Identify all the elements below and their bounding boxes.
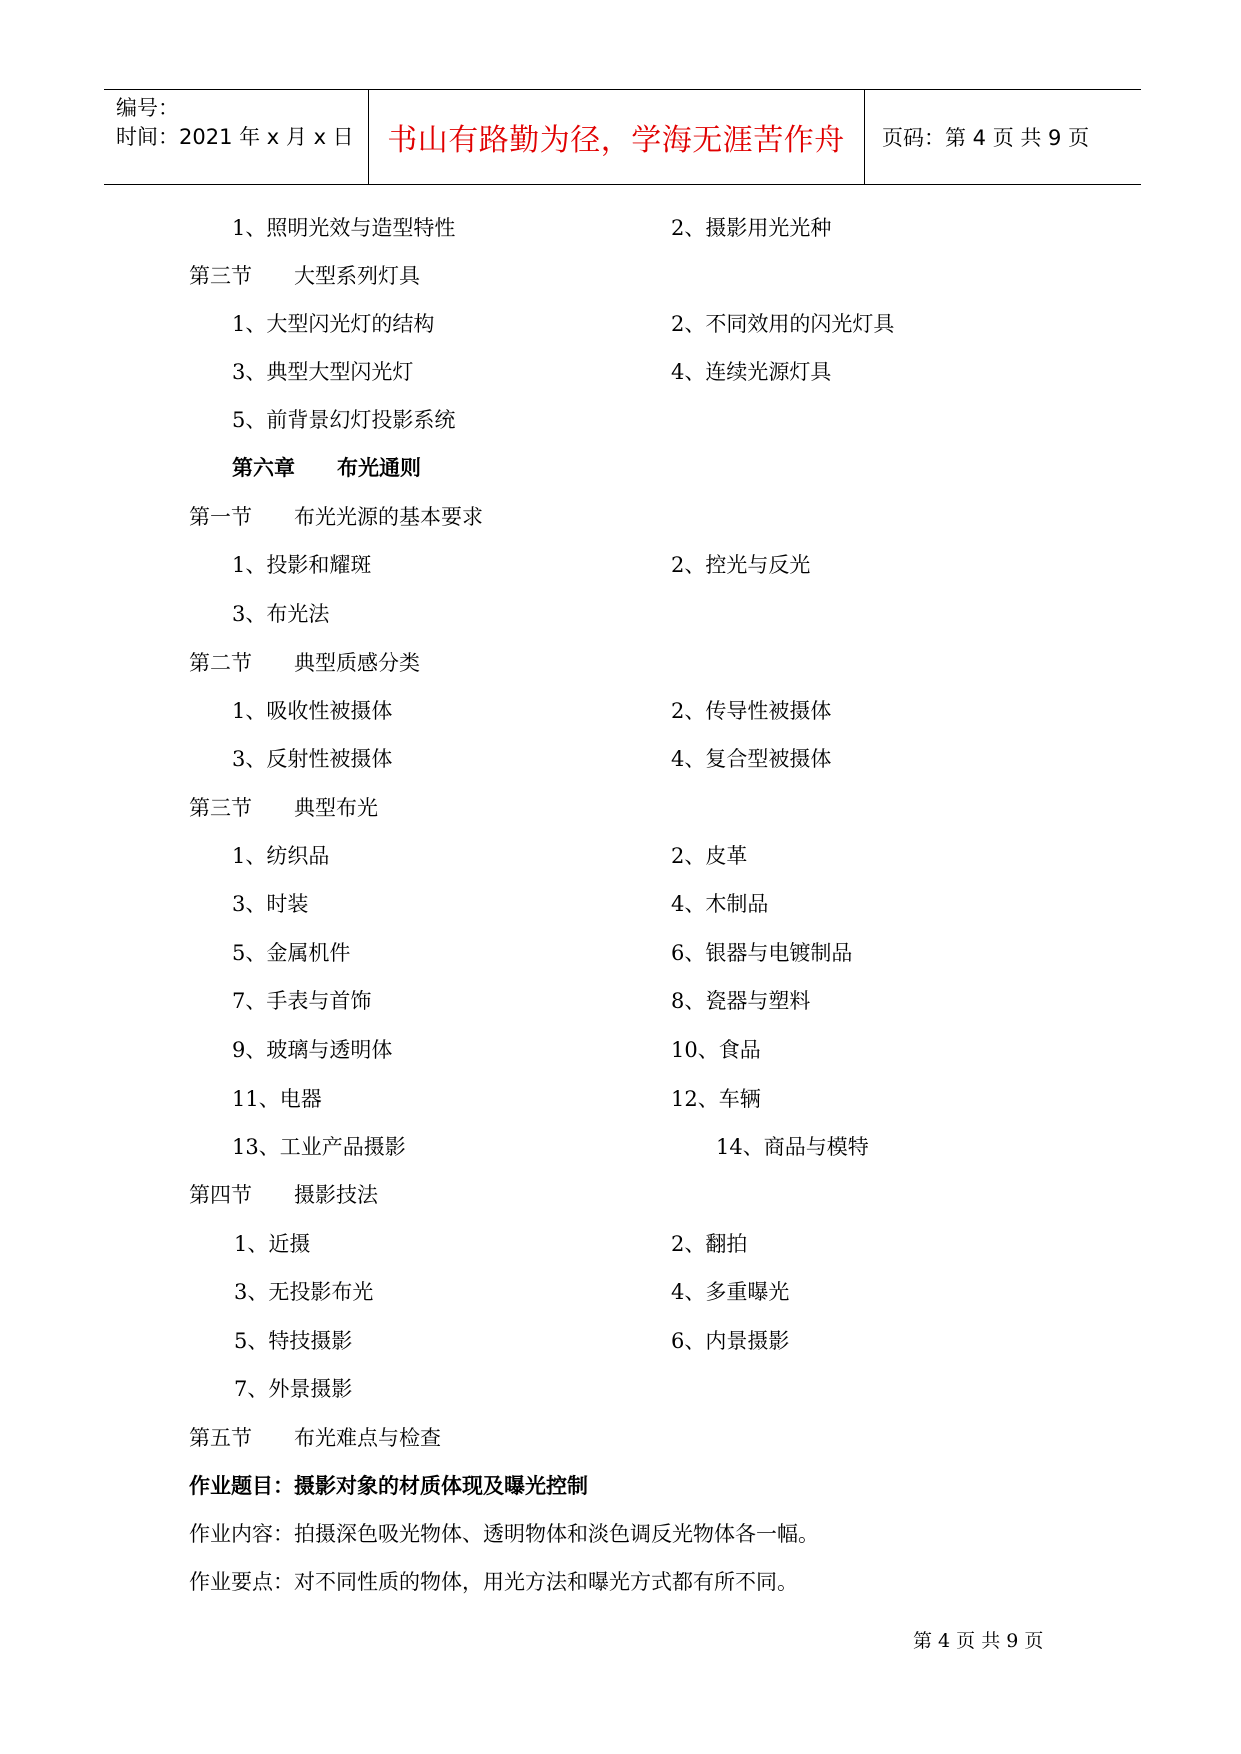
outline-item: 4、复合型被摄体: [671, 747, 832, 771]
outline-item: 4、木制品: [671, 892, 769, 916]
assignment-title: 作业题目：摄影对象的材质体现及曝光控制: [189, 1474, 588, 1498]
outline-item: 8、瓷器与塑料: [671, 989, 811, 1013]
section-heading: 第一节 布光光源的基本要求: [189, 505, 483, 529]
outline-item: 1、照明光效与造型特性: [232, 216, 456, 240]
page-footer: 第 4 页 共 9 页: [913, 1630, 1044, 1652]
outline-item: 3、典型大型闪光灯: [232, 360, 414, 384]
outline-item: 1、近摄: [234, 1232, 311, 1256]
outline-item: 13、工业产品摄影: [232, 1135, 406, 1159]
assignment-notes: 作业要点：对不同性质的物体，用光方法和曝光方式都有所不同。: [189, 1570, 798, 1594]
header-meta: [116, 94, 354, 152]
header-number: 编号：: [116, 96, 179, 120]
section-heading: 第三节 大型系列灯具: [189, 264, 420, 288]
outline-item: 5、金属机件: [232, 941, 351, 965]
outline-item: 2、摄影用光光种: [671, 216, 832, 240]
header-divider: [864, 90, 865, 184]
outline-item: 10、食品: [671, 1038, 761, 1062]
outline-item: 3、反射性被摄体: [232, 747, 393, 771]
chapter-heading: 第六章 布光通则: [232, 456, 421, 480]
outline-item: 1、纺织品: [232, 844, 330, 868]
outline-item: 1、大型闪光灯的结构: [232, 312, 435, 336]
outline-item: 9、玻璃与透明体: [232, 1038, 393, 1062]
outline-item: 7、手表与首饰: [232, 989, 372, 1013]
outline-item: 3、布光法: [232, 602, 330, 626]
outline-item: 5、前背景幻灯投影系统: [232, 408, 456, 432]
outline-item: 3、时装: [232, 892, 309, 916]
outline-item: 2、控光与反光: [671, 553, 811, 577]
outline-item: 4、多重曝光: [671, 1280, 790, 1304]
outline-item: 3、无投影布光: [234, 1280, 374, 1304]
section-heading: 第四节 摄影技法: [189, 1183, 378, 1207]
section-heading: 第三节 典型布光: [189, 796, 378, 820]
header-page-number: 页码：第 4 页 共 9 页: [882, 126, 1090, 150]
outline-item: 1、吸收性被摄体: [232, 699, 393, 723]
outline-item: 6、银器与电镀制品: [671, 941, 853, 965]
outline-item: 1、投影和耀斑: [232, 553, 372, 577]
header-motto: 书山有路勤为径，学海无涯苦作舟: [387, 123, 845, 158]
page-header: [104, 89, 1141, 185]
outline-item: 7、外景摄影: [234, 1377, 353, 1401]
outline-item: 2、翻拍: [671, 1232, 748, 1256]
outline-item: 12、车辆: [671, 1087, 761, 1111]
outline-item: 4、连续光源灯具: [671, 360, 832, 384]
assignment-content: 作业内容：拍摄深色吸光物体、透明物体和淡色调反光物体各一幅。: [189, 1522, 819, 1546]
outline-item: 2、传导性被摄体: [671, 699, 832, 723]
outline-item: 11、电器: [232, 1087, 322, 1111]
section-heading: 第五节 布光难点与检查: [189, 1426, 441, 1450]
header-time: 时间：2021 年 x 月 x 日: [116, 125, 354, 149]
outline-item: 14、商品与模特: [716, 1135, 869, 1159]
section-heading: 第二节 典型质感分类: [189, 651, 420, 675]
outline-item: 5、特技摄影: [234, 1329, 353, 1353]
outline-item: 2、不同效用的闪光灯具: [671, 312, 895, 336]
outline-item: 2、皮革: [671, 844, 748, 868]
outline-item: 6、内景摄影: [671, 1329, 790, 1353]
